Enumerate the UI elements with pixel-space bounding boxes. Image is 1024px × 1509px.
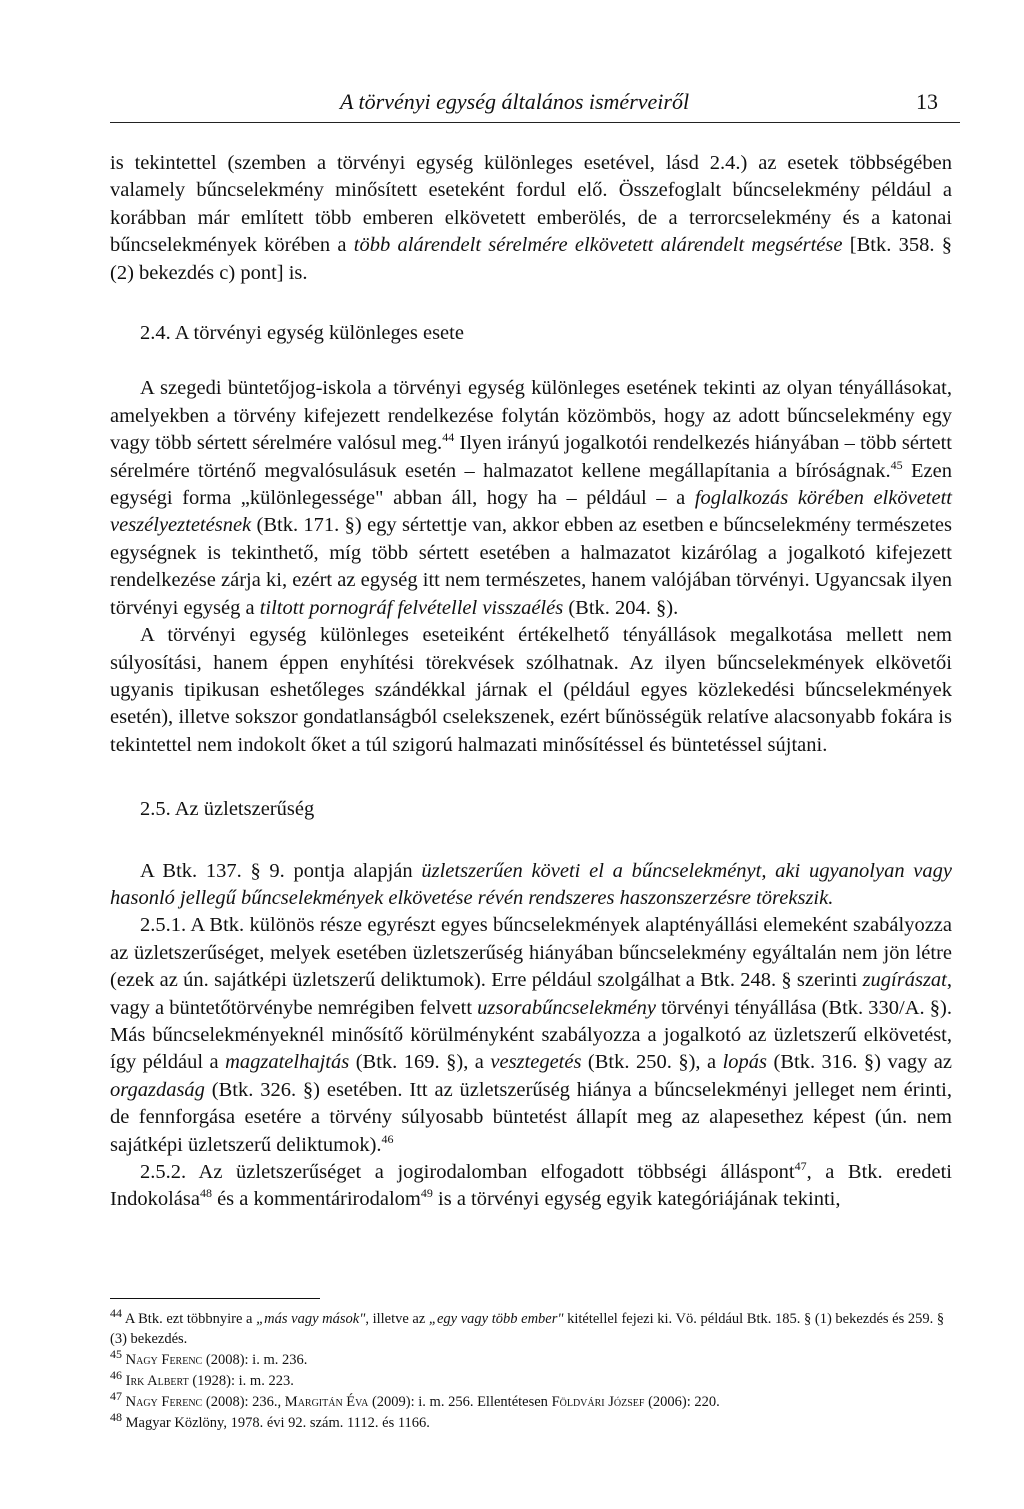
footnote-48: $^{48}$ Magyar Közlöny, 1978. évi 92. szám. 1112. és 1166. <box>110 1410 430 1431</box>
running-title: A törvényi egység általános ismérveiről <box>340 89 690 114</box>
footnote-47: $^{47}$ Nagy Ferenc (2008): 236., Margitán Éva (2009): i. m. 256. Ellentétesen Földvári József (2006): 220. <box>110 1389 720 1410</box>
footnote-45: $^{45}$ Nagy Ferenc (2008): i. m. 236. <box>110 1347 308 1368</box>
footnote-46: $^{46}$ Irk Albert (1928): i. m. 223. <box>110 1368 294 1389</box>
footnote-ref-45[interactable]: 45 <box>890 457 903 472</box>
paragraph-3: A törvényi egység különleges eseteiként értékelhető tényállások megalkotása mellett nem súlyosítási, hanem éppen enyhítési törekvések szólhatnak. Az ilyen bűncselekmények elkövetői ugyanis tipikusan eshetőleges szándékkal járnak el (például egyes közlekedési bűncselekmények esetén), illetve sokszor gondatlanságból cselekszenek, ezért bűnösségük relatíve alacsonyabb fokára is tekintettel nem indokolt őket a túl szigorú halmazati minősítéssel és büntetéssel sújtani. <box>110 624 952 756</box>
footnote-ref-47[interactable]: 47 <box>794 1159 807 1174</box>
paragraph-2: A szegedi büntetőjog-iskola a törvényi egység különleges esetének tekinti az olyan tényállásokat, amelyekben a törvény kifejezett rendelkezése folytán közömbös, hogy az adott bűncselekmény egy vagy több sértett sérelmére valósul meg.$^{44}$ Ilyen irányú jogalkotói rendelkezés hiányában – több sértett sérelmére történő megvalósulásuk esetén – halmazatot kellene megállapítania a bíróságnak.$^{45}$ Ezen egységi forma „különlegessége" abban áll, hogy ha – például – a foglalkozás körében elkövetett veszélyeztetésnek (Btk. 171. §) egy sértettje van, akkor ebben az esetben e bűncselekmény természetes egységnek is tekinthető, míg több sértett esetében a halmazatot kizárólag a jogalkotó kifejezett rendelkezése zárja ki, ezért az egység itt nem természetes, hanem valójában törvényi. Ugyancsak ilyen törvényi egység a tiltott pornográf felvétellel visszaélés (Btk. 204. §). <box>110 377 952 619</box>
footnote-divider <box>110 1298 320 1299</box>
paragraph-1: is tekintettel (szemben a törvényi egység különleges esetével, lásd 2.4.) az esetek többségében valamely bűncselekmény minősített eseteként fordul elő. Összefoglalt bűncselekmény például a korábban már említett több emberen elkövetett emberölés, de a terrorcselekmény és a katonai bűncselekmények körében a több alárendelt sérelmére elkövetett alárendelt megsértése [Btk. 358. § (2) bekezdés c) pont] is. <box>110 152 952 284</box>
paragraph-6: 2.5.2. Az üzletszerűséget a jogirodalomban elfogadott többségi álláspont$^{47}$, a Btk. eredeti Indokolása$^{48}$ és a kommentárirodalom$^{49}$ is a törvényi egység egyik kategóriájának tekinti, <box>110 1159 953 1211</box>
footnote-ref-49[interactable]: 49 <box>420 1186 433 1201</box>
footnotes <box>110 1306 960 1434</box>
running-header <box>110 88 960 123</box>
section-heading-2-4: 2.4. A törvényi egység különleges esete <box>140 322 464 345</box>
paragraph-4: A Btk. 137. § 9. pontja alapján üzletszerűen követi el a bűncselekményt, aki ugyanolyan vagy hasonló jellegű bűncselekmények elkövetése révén rendszeres haszonszerzésre törekszik. <box>110 859 952 909</box>
footnote-ref-44[interactable]: 44 <box>442 430 455 445</box>
main-text <box>110 150 952 1214</box>
page-number: 13 <box>916 89 938 114</box>
section-heading-2-5: 2.5. Az üzletszerűség <box>140 798 315 821</box>
footnote-ref-48[interactable]: 48 <box>199 1186 212 1201</box>
paragraph-5: 2.5.1. A Btk. különös része egyrészt egyes bűncselekmények alaptényállási elemeként szabályozza az üzletszerűséget, melyek esetében üzletszerűség hiányában bűncselekmény egyáltalán nem jön létre (ezek az ún. sajátképi üzletszerű deliktumok). Erre például szolgálhat a Btk. 248. § szerinti zugírászat, vagy a büntetőtörvénybe nemrégiben felvett uzsorabűncselekmény törvényi tényállása (Btk. 330/A. §). Más bűncselekményeknél minősítő körülményként szabályozza a jogalkotó az üzletszerű elkövetést, így például a magzatelhajtás (Btk. 169. §), a vesztegetés (Btk. 250. §), a lopás (Btk. 316. §) vagy az orgazdaság (Btk. 326. §) esetében. Itt az üzletszerűség hiánya a bűncselekményi jelleget nem érinti, de fennforgása esetére a törvény súlyosabb büntetést állapít meg az alapesethez képest (ún. nem sajátképi üzletszerű deliktumok).$^{46}$ <box>110 914 952 1156</box>
footnote-44: $^{44}$ A Btk. ezt többnyire a „más vagy mások", illetve az „egy vagy több ember" kitétellel fejezi ki. Vö. például Btk. 185. § (1) bekezdés és 259. § (3) bekezdés. <box>110 1306 945 1347</box>
footnote-ref-46[interactable]: 46 <box>381 1131 394 1146</box>
